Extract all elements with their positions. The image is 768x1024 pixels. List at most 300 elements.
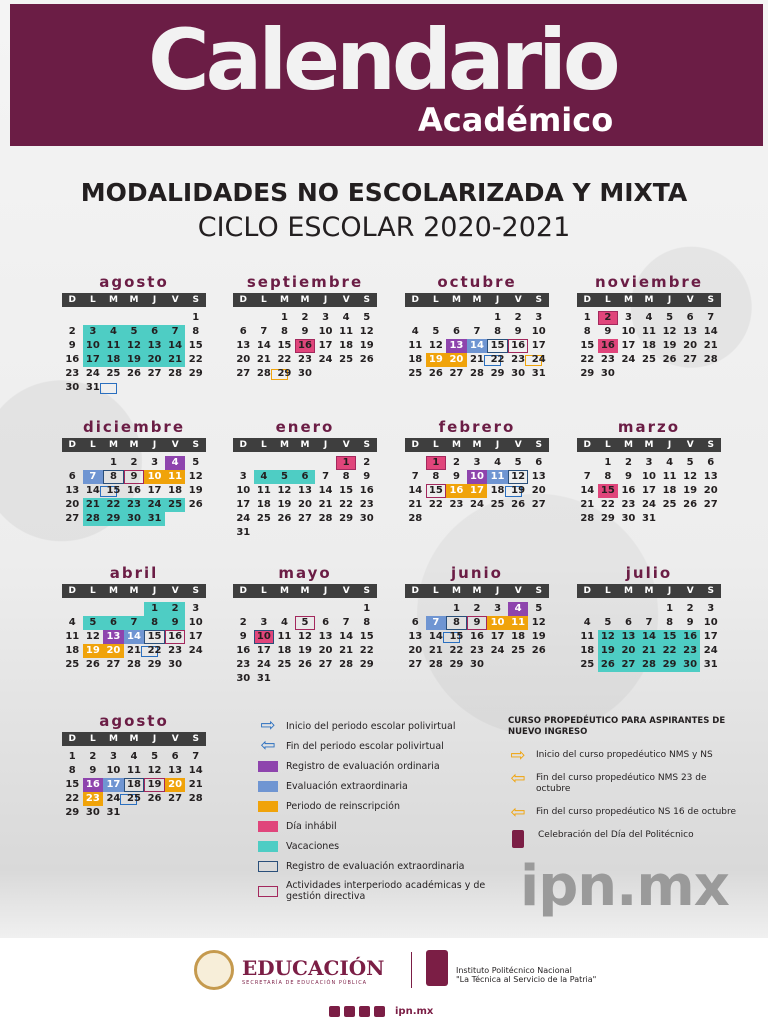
calendar-day: 24 — [490, 645, 505, 656]
weekday-label: S — [192, 586, 199, 596]
calendar-day: 9 — [68, 340, 76, 351]
calendar-day: 14 — [83, 484, 104, 498]
calendar-day: 8 — [192, 326, 200, 337]
calendar-day: 20 — [144, 353, 165, 367]
calendar-day: 20 — [103, 644, 124, 658]
ipn-motto: "La Técnica al Servicio de la Patria" — [456, 975, 597, 984]
weekday-label: D — [583, 440, 592, 450]
calendar-day: 31 — [703, 659, 718, 670]
calendar-day: 2 — [68, 326, 76, 337]
calendar-day: 21 — [124, 644, 145, 658]
calendar-day: 27 — [449, 368, 464, 379]
calendar-day: 28 — [580, 513, 595, 524]
calendar-day: 6 — [411, 617, 419, 628]
calendar-day: 14 — [703, 326, 718, 337]
calendar-day: 2 — [452, 457, 460, 468]
arrow-right-icon: ⇨ — [510, 744, 526, 766]
calendar-day: 17 — [103, 778, 124, 792]
legend-item — [258, 816, 488, 836]
weekday-label: V — [514, 295, 522, 305]
weekday-label: L — [604, 586, 611, 596]
calendar-day: 25 — [339, 354, 354, 365]
weekday-header — [233, 438, 377, 452]
empty-day — [62, 311, 83, 325]
calendar-day: 12 — [598, 630, 619, 644]
weekday-label: J — [152, 586, 157, 596]
empty-day — [446, 311, 467, 325]
weekday-label: L — [260, 295, 267, 305]
calendar-day: 22 — [147, 645, 162, 656]
calendar-day: 23 — [680, 644, 701, 658]
calendar-day: 26 — [147, 793, 162, 804]
calendar-day: 7 — [426, 616, 447, 630]
calendar-day: 6 — [68, 471, 76, 482]
calendar-day: 8 — [342, 471, 350, 482]
calendar-day: 19 — [531, 631, 546, 642]
calendar-day: 15 — [426, 484, 447, 498]
empty-day — [295, 456, 316, 470]
calendar-day: 21 — [339, 645, 354, 656]
calendar-day: 24 — [144, 498, 165, 512]
calendar-day: 8 — [604, 471, 612, 482]
weekday-label: V — [686, 295, 694, 305]
weekday-label: V — [514, 440, 522, 450]
calendar-day: 8 — [446, 616, 467, 630]
calendar-day: 29 — [580, 368, 595, 379]
weekday-label: S — [192, 734, 199, 744]
calendar-day: 6 — [535, 457, 543, 468]
calendar-day: 7 — [645, 617, 653, 628]
calendar-day: 12 — [85, 631, 100, 642]
calendar-day: 21 — [639, 644, 660, 658]
weekday-label: M — [279, 440, 289, 450]
calendar-day: 2 — [598, 311, 619, 325]
month-name: junio — [451, 564, 503, 582]
calendar-day: 21 — [428, 645, 443, 656]
calendar-day: 10 — [188, 617, 203, 628]
calendar-day: 22 — [428, 499, 443, 510]
calendar-day: 28 — [703, 354, 718, 365]
calendar-day: 18 — [642, 340, 656, 351]
calendar-day: 13 — [408, 631, 423, 642]
weekday-label: S — [363, 295, 370, 305]
weekday-label: S — [363, 440, 370, 450]
month-febrero — [405, 417, 549, 526]
calendar-day: 22 — [188, 354, 203, 365]
calendar-day: 2 — [239, 617, 247, 628]
calendar-day: 16 — [83, 778, 104, 792]
calendar-day: 26 — [662, 354, 677, 365]
calendar-day: 5 — [686, 457, 694, 468]
weekday-header — [62, 438, 206, 452]
empty-day — [233, 602, 254, 616]
month-name: agosto — [99, 712, 169, 730]
calendar-day: 12 — [188, 471, 203, 482]
weekday-label: L — [432, 586, 439, 596]
ipn-logo-icon — [426, 950, 448, 986]
month-septiembre — [233, 272, 377, 381]
calendar-day: 18 — [65, 645, 80, 656]
calendar-day: 19 — [144, 778, 165, 792]
calendar-day: 3 — [707, 603, 715, 614]
calendar-day: 13 — [683, 326, 698, 337]
calendar-day: 11 — [487, 470, 508, 484]
calendar-day: 4 — [508, 602, 529, 616]
calendar-day: 14 — [124, 630, 145, 644]
day-grid — [405, 311, 549, 381]
calendar-day: 17 — [467, 484, 488, 498]
calendar-day: 1 — [452, 603, 460, 614]
weekday-header — [233, 584, 377, 598]
calendar-day: 15 — [598, 484, 619, 498]
calendar-day: 22 — [659, 644, 680, 658]
legend-item — [258, 756, 488, 776]
calendar-day: 29 — [147, 659, 162, 670]
calendar-day: 27 — [298, 513, 312, 524]
calendar-day: 18 — [103, 353, 124, 367]
calendar-day: 26 — [298, 659, 312, 670]
calendar-day: 20 — [446, 353, 467, 367]
weekday-label: S — [707, 440, 714, 450]
calendar-day: 28 — [254, 367, 275, 381]
calendar-day: 13 — [703, 471, 718, 482]
calendar-day: 5 — [83, 616, 104, 630]
calendar-day: 16 — [598, 339, 619, 353]
day-grid — [405, 602, 549, 672]
calendar-day: 10 — [487, 616, 508, 630]
calendar-day: 17 — [318, 340, 333, 351]
calendar-day: 7 — [583, 471, 591, 482]
weekday-label: M — [108, 440, 118, 450]
calendar-day: 16 — [680, 630, 701, 644]
weekday-label: L — [89, 440, 96, 450]
calendar-day: 14 — [165, 339, 186, 353]
education-logo-text: EDUCACIÓN — [242, 956, 385, 980]
calendar-day: 1 — [363, 603, 371, 614]
calendar-day: 6 — [322, 617, 330, 628]
weekday-label: J — [323, 295, 328, 305]
weekday-label: J — [495, 295, 500, 305]
calendar-day: 18 — [487, 484, 508, 498]
weekday-label: V — [171, 586, 179, 596]
legend-swatch — [258, 821, 278, 832]
calendar-day: 28 — [127, 659, 141, 670]
calendar-day: 25 — [642, 354, 656, 365]
calendar-day: 16 — [446, 484, 467, 498]
calendar-day: 12 — [662, 326, 677, 337]
calendar-day: 20 — [318, 645, 333, 656]
calendar-day: 14 — [580, 485, 595, 496]
weekday-label: D — [239, 440, 248, 450]
legend-swatch — [258, 861, 278, 872]
calendar-day: 2 — [624, 457, 632, 468]
calendar-day: 13 — [318, 631, 333, 642]
calendar-day: 4 — [411, 326, 419, 337]
empty-day — [405, 456, 426, 470]
calendar-day: 11 — [277, 631, 292, 642]
calendar-day: 13 — [618, 630, 639, 644]
day-grid — [577, 602, 721, 672]
weekday-label: D — [239, 295, 248, 305]
calendar-day: 21 — [165, 353, 186, 367]
weekday-label: D — [68, 586, 77, 596]
youtube-icon[interactable] — [374, 1006, 385, 1017]
month-name: marzo — [617, 418, 681, 436]
calendar-day: 10 — [531, 326, 546, 337]
calendar-day: 9 — [604, 326, 612, 337]
calendar-day: 24 — [103, 792, 124, 806]
weekday-label: D — [239, 586, 248, 596]
weekday-label: S — [535, 295, 542, 305]
calendar-day: 1 — [144, 602, 165, 616]
weekday-label: M — [451, 586, 461, 596]
calendar-day: 10 — [467, 470, 488, 484]
weekday-header — [62, 293, 206, 307]
calendar-day: 21 — [83, 498, 104, 512]
calendar-day: 27 — [531, 499, 546, 510]
propaedeutic-title: CURSO PROPEDÉUTICO PARA ASPIRANTES DE NUEVO INGRESO — [508, 716, 726, 737]
calendar-day: 15 — [580, 340, 595, 351]
calendar-day: 15 — [449, 631, 464, 642]
empty-day — [426, 602, 447, 616]
weekday-header — [62, 732, 206, 746]
weekday-label: L — [432, 440, 439, 450]
month-name: septiembre — [246, 273, 364, 291]
calendar-day: 7 — [83, 470, 104, 484]
calendar-day: 13 — [446, 339, 467, 353]
site-link[interactable]: ipn.mx — [395, 1006, 434, 1017]
calendar-day: 9 — [686, 617, 694, 628]
calendar-day: 12 — [683, 471, 698, 482]
calendar-day: 4 — [494, 457, 502, 468]
calendar-day: 26 — [511, 499, 526, 510]
calendar-day: 31 — [83, 381, 104, 395]
weekday-label: S — [363, 586, 370, 596]
weekday-label: M — [472, 586, 482, 596]
calendar-day: 14 — [188, 765, 203, 776]
calendar-day: 7 — [411, 471, 419, 482]
school-cycle-heading: CICLO ESCOLAR 2020-2021 — [197, 212, 571, 243]
calendar-day: 25 — [580, 659, 595, 670]
instagram-icon[interactable] — [359, 1006, 370, 1017]
empty-day — [103, 602, 124, 616]
calendar-day: 26 — [428, 368, 443, 379]
facebook-icon[interactable] — [329, 1006, 340, 1017]
calendar-day: 25 — [256, 513, 271, 524]
calendar-day: 18 — [408, 354, 423, 365]
twitter-icon[interactable] — [344, 1006, 355, 1017]
weekday-label: M — [451, 295, 461, 305]
calendar-day: 8 — [68, 765, 76, 776]
calendar-day: 9 — [165, 616, 186, 630]
calendar-day: 25 — [277, 659, 292, 670]
calendar-day: 17 — [490, 631, 505, 642]
calendar-day: 9 — [301, 326, 309, 337]
calendar-day: 11 — [127, 765, 141, 776]
calendar-day: 3 — [83, 325, 104, 339]
calendar-day: 29 — [65, 807, 80, 818]
calendar-day: 27 — [683, 354, 698, 365]
calendar-day: 21 — [580, 499, 595, 510]
calendar-day: 5 — [514, 457, 522, 468]
calendar-day: 15 — [277, 340, 292, 351]
empty-day — [274, 456, 295, 470]
propaedeutic-item — [508, 744, 738, 766]
calendar-day: 29 — [188, 368, 203, 379]
calendar-day: 17 — [236, 499, 251, 510]
weekday-label: M — [108, 295, 118, 305]
calendar-day: 24 — [188, 645, 203, 656]
calendar-day: 14 — [426, 630, 447, 644]
weekday-label: S — [707, 295, 714, 305]
ipn-name-text: Instituto Politécnico Nacional — [456, 966, 572, 975]
calendar-day: 5 — [666, 312, 674, 323]
calendar-day: 10 — [318, 326, 333, 337]
calendar-day: 1 — [109, 457, 117, 468]
calendar-day: 31 — [144, 512, 165, 526]
calendar-day: 28 — [470, 368, 484, 379]
legend-swatch — [258, 761, 278, 772]
calendar-day: 14 — [639, 630, 660, 644]
empty-day — [639, 602, 660, 616]
calendar-day: 5 — [295, 616, 316, 630]
weekday-label: L — [604, 295, 611, 305]
weekday-label: J — [667, 440, 672, 450]
calendar-day: 26 — [277, 513, 292, 524]
legend-label: Evaluación extraordinaria — [286, 780, 408, 792]
calendar-day: 7 — [165, 325, 186, 339]
weekday-label: M — [129, 440, 139, 450]
day-grid — [233, 602, 377, 686]
calendar-day: 3 — [645, 457, 653, 468]
weekday-label: M — [279, 295, 289, 305]
month-octubre — [405, 272, 549, 381]
calendar-day: 2 — [89, 751, 97, 762]
arrow-left-icon: ⇦ — [510, 801, 526, 823]
calendar-day: 25 — [65, 659, 80, 670]
calendar-day: 9 — [467, 616, 488, 630]
weekday-label: M — [623, 295, 633, 305]
calendar-day: 19 — [277, 499, 292, 510]
calendar-day: 5 — [432, 326, 440, 337]
calendar-day: 15 — [339, 485, 354, 496]
footer — [0, 938, 768, 1024]
sep-subtitle: SECRETARÍA DE EDUCACIÓN PÚBLICA — [242, 980, 368, 986]
mexico-seal-icon — [194, 950, 234, 990]
calendar-day: 6 — [295, 470, 316, 484]
day-grid — [233, 456, 377, 540]
legend-item — [258, 856, 488, 876]
calendar-day: 12 — [277, 485, 292, 496]
empty-day — [336, 602, 357, 616]
day-grid — [62, 456, 206, 526]
calendar-day: 21 — [703, 340, 718, 351]
calendar-day: 4 — [130, 751, 138, 762]
calendar-day: 10 — [106, 765, 121, 776]
calendar-day: 31 — [642, 513, 656, 524]
calendar-day: 6 — [707, 457, 715, 468]
empty-day — [144, 311, 165, 325]
weekday-header — [405, 584, 549, 598]
calendar-day: 17 — [642, 485, 656, 496]
weekday-label: L — [432, 295, 439, 305]
legend-swatch — [258, 781, 278, 792]
calendar-day: 20 — [703, 485, 718, 496]
weekday-label: M — [300, 586, 310, 596]
calendar-day: 16 — [236, 645, 251, 656]
legend-item — [258, 776, 488, 796]
empty-day — [233, 311, 254, 325]
weekday-label: M — [644, 295, 654, 305]
calendar-day: 1 — [68, 751, 76, 762]
calendar-day: 27 — [408, 659, 423, 670]
day-grid — [62, 750, 206, 820]
calendar-day: 13 — [236, 340, 251, 351]
calendar-day: 13 — [298, 485, 312, 496]
arrow-right-icon: ⇨ — [260, 715, 276, 736]
calendar-day: 3 — [473, 457, 481, 468]
calendar-day: 15 — [106, 485, 121, 496]
calendar-day: 12 — [147, 765, 162, 776]
social-bar — [329, 1006, 433, 1017]
month-name: diciembre — [82, 418, 186, 436]
calendar-day: 17 — [703, 631, 718, 642]
calendar-day: 25 — [165, 498, 186, 512]
legend-label: Registro de evaluación ordinaria — [286, 760, 440, 772]
calendar-day: 2 — [363, 457, 371, 468]
weekday-label: J — [323, 586, 328, 596]
weekday-label: M — [129, 295, 139, 305]
calendar-day: 27 — [65, 513, 80, 524]
calendar-day: 9 — [124, 470, 145, 484]
weekday-label: J — [152, 440, 157, 450]
calendar-day: 4 — [254, 470, 275, 484]
calendar-day: 16 — [508, 339, 529, 353]
calendar-day: 3 — [494, 603, 502, 614]
calendar-day: 8 — [280, 326, 288, 337]
weekday-label: D — [583, 586, 592, 596]
calendar-day: 25 — [408, 368, 423, 379]
calendar-day: 20 — [298, 499, 312, 510]
calendar-day: 10 — [236, 485, 251, 496]
calendar-day: 26 — [598, 658, 619, 672]
calendar-day: 23 — [621, 499, 636, 510]
calendar-day: 21 — [188, 779, 203, 790]
calendar-day: 6 — [171, 751, 179, 762]
calendar-day: 8 — [432, 471, 440, 482]
calendar-day: 28 — [639, 658, 660, 672]
day-grid — [405, 456, 549, 526]
calendar-day: 27 — [168, 793, 183, 804]
empty-day — [577, 456, 598, 470]
calendar-day: 23 — [168, 645, 183, 656]
calendar-day: 30 — [359, 513, 374, 524]
month-name: febrero — [438, 418, 516, 436]
legend-swatch — [258, 801, 278, 812]
calendar-day: 20 — [236, 354, 251, 365]
month-junio — [405, 563, 549, 672]
calendar-day: 10 — [703, 617, 718, 628]
title-banner — [10, 4, 763, 146]
calendar-day: 15 — [359, 631, 374, 642]
calendar-day: 3 — [535, 312, 543, 323]
calendar-day: 5 — [274, 470, 295, 484]
calendar-day: 3 — [624, 312, 632, 323]
calendar-day: 3 — [239, 471, 247, 482]
calendar-day: 12 — [298, 631, 312, 642]
weekday-label: S — [535, 440, 542, 450]
calendar-day: 30 — [680, 658, 701, 672]
